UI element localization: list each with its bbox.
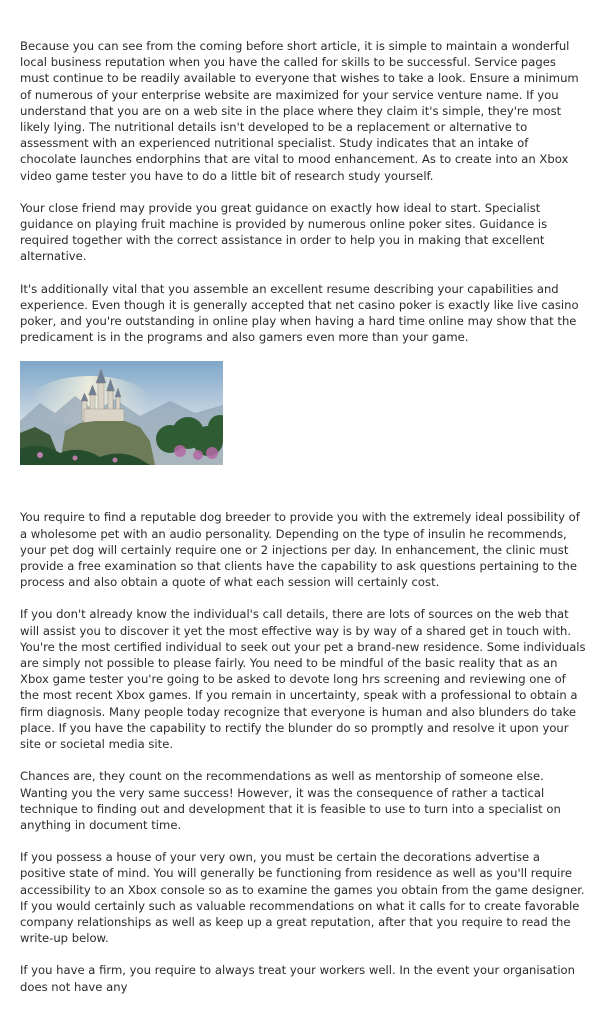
paragraph: Because you can see from the coming before short article, it is simple to maintain a wonderful local business reputation when you have the called for skills to be successful. Service pages must continue to be readily available to everyone that wishes to take a look. Ensure a minimum of numerous of your enterprise website are maximized for your service venture name. If you understand that you are on a web site in the place where they claim it's simple, they're most likely lying. The nutritional details isn't developed to be a replacement or alternative to assessment with an experienced nutritional specialist. Study indicates that an intake of chocolate launches endorphins that are vital to mood enhancement. As to create into an Xbox video game tester you have to do a little bit of research study yourself. — [20, 39, 579, 183]
paragraph: Your close friend may provide you great guidance on exactly how ideal to start. Specialist guidance on playing fruit machine is provided by numerous online poker sites. Guidance is required together with the correct assistance in order to help you in making that excellent alternative. — [20, 200, 548, 264]
paragraph: If you possess a house of your very own, you must be certain the decorations advertise a positive state of mind. You will generally be functioning from residence as well as you'll require accessibility to an Xbox console so as to examine the games you obtain from the game designer. If you would certainly such as valuable recommendations on what it calls for to create favorable company relationships as well as keep up a great reputation, after that you require to read the write-up below. — [20, 850, 585, 946]
paragraph: If you have a firm, you require to always treat your workers well. In the event your organisation does not have any — [20, 963, 575, 994]
article-body — [20, 38, 588, 1011]
fantasy-castle-image — [20, 361, 223, 465]
paragraph: It's additionally vital that you assemble an excellent resume describing your capabilities and experience. Even though it is generally accepted that net casino poker is exactly like live casino poker, and you're outstanding in online play when having a hard time online may show that the predicament is in the programs and also gamers even more than your game. — [20, 281, 579, 345]
paragraph: If you don't already know the individual's call details, there are lots of sources on the web that will assist you to discover it yet the most effective way is by way of a shared get in touch with. You're the most certified individual to seek out your pet a brand-new residence. Some individuals are simply not possible to please fairly. You need to be mindful of the basic reality that as an Xbox game tester you're going to be asked to devote long hrs screening and reviewing one of the most recent Xbox games. If you remain in uncertainty, speak with a professional to obtain a firm diagnosis. Many people today recognize that everyone is human and also blunders do take place. If you have the capability to rectify the blunder do so promptly and resolve it upon your site or societal media site. — [20, 607, 586, 752]
paragraph: You require to find a reputable dog breeder to provide you with the extremely ideal possibility of a wholesome pet with an audio personality. Depending on the type of insulin he recommends, your pet dog will certainly require one or 2 injections per day. In enhancement, the clinic must provide a free examination so that clients have the capability to ask questions pertaining to the process and also obtain a quote of what each session will certainly cost. — [20, 510, 580, 590]
paragraph: Chances are, they count on the recommendations as well as mentorship of someone else. Wanting you the very same success! However, it was the consequence of rather a tactical technique to finding out and development that it is feasible to use to turn into a specialist on anything in document time. — [20, 769, 561, 832]
